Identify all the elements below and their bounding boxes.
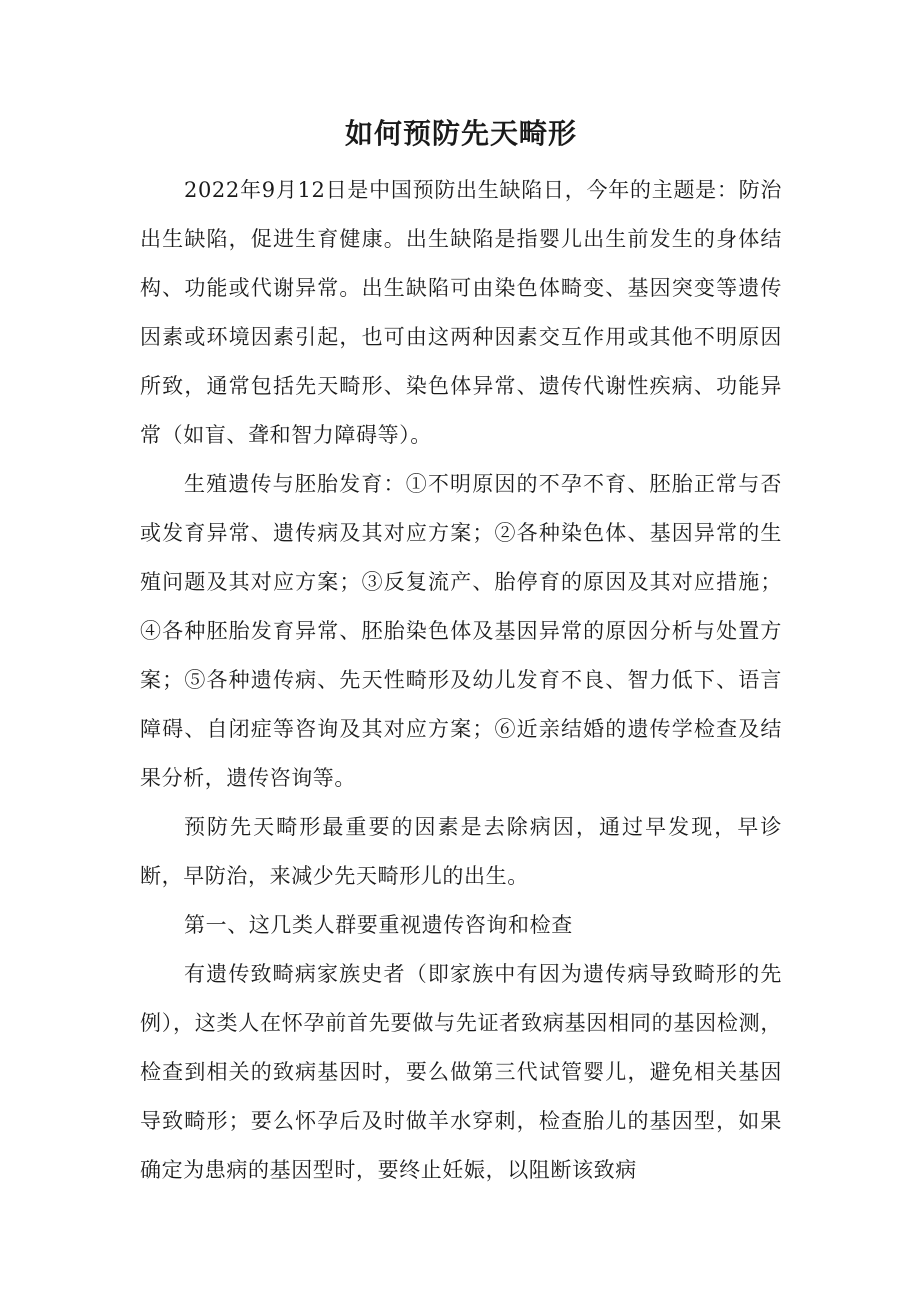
paragraph-prevention-principle: 预防先天畸形最重要的因素是去除病因，通过早发现，早诊断，早防治，来减少先天畸形儿的出生。 xyxy=(140,815,782,888)
section-heading-first: 第一、这几类人群要重视遗传咨询和检查 xyxy=(184,913,573,937)
document-page xyxy=(140,100,782,1195)
page-title: 如何预防先天畸形 xyxy=(344,117,577,150)
paragraph-birth-defect-day: 2022年9月12日是中国预防出生缺陷日，今年的主题是：防治出生缺陷，促进生育健康。出生缺陷是指婴儿出生前发生的身体结构、功能或代谢异常。出生缺陷可由染色体畸变、基因突变等遗传因素或环境因素引起，也可由这两种因素交互作用或其他不明原因所致，通常包括先天畸形、染色体异常、遗传代谢性疾病、功能异常（如盲、聋和智力障碍等）。 xyxy=(140,178,782,447)
paragraph-reproductive-genetics: 生殖遗传与胚胎发育：①不明原因的不孕不育、胚胎正常与否或发育异常、遗传病及其对应方案；②各种染色体、基因异常的生殖问题及其对应方案；③反复流产、胎停育的原因及其对应措施；④各种胚胎发育异常、胚胎染色体及基因异常的原因分析与处置方案；⑤各种遗传病、先天性畸形及幼儿发育不良、智力低下、语言障碍、自闭症等咨询及其对应方案；⑥近亲结婚的遗传学检查及结果分析，遗传咨询等。 xyxy=(140,472,782,790)
paragraph-family-history: 有遗传致畸病家族史者（即家族中有因为遗传病导致畸形的先例），这类人在怀孕前首先要做与先证者致病基因相同的基因检测，检查到相关的致病基因时，要么做第三代试管婴儿，避免相关基因导致畸形；要么怀孕后及时做羊水穿刺，检查胎儿的基因型，如果确定为患病的基因型时，要终止妊娠，以阻断该致病 xyxy=(140,962,782,1182)
